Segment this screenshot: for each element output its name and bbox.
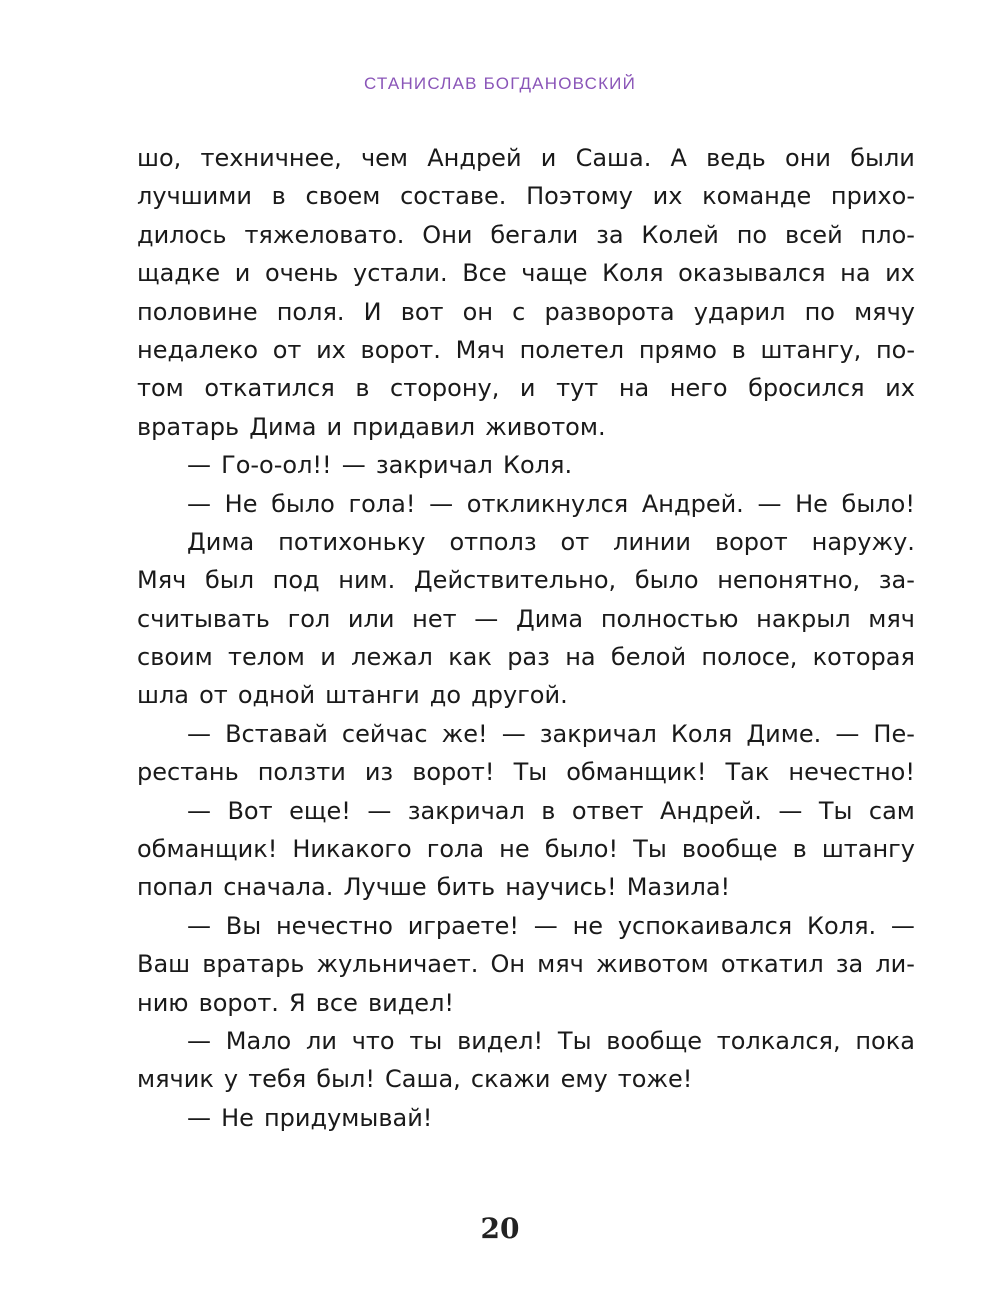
word: научись! xyxy=(505,873,617,902)
word: одной xyxy=(237,681,316,710)
word: Мяч xyxy=(455,335,505,364)
word: нечестно! xyxy=(788,758,915,787)
word: бросился xyxy=(748,374,865,403)
word: всей xyxy=(784,220,843,249)
text-line xyxy=(137,1065,915,1103)
word: наружу. xyxy=(811,527,915,556)
word: него xyxy=(669,374,728,403)
word: ответ xyxy=(571,796,644,825)
running-header-author: СТАНИСЛАВ БОГДАНОВСКИЙ xyxy=(363,74,637,93)
word: Саша, xyxy=(385,1065,461,1094)
word: откликнулся xyxy=(466,489,629,518)
word: мяч xyxy=(868,604,915,633)
word: их xyxy=(652,182,683,211)
word: на xyxy=(618,374,650,403)
word: животом xyxy=(595,950,709,979)
word: видел! xyxy=(367,988,455,1017)
word: под xyxy=(272,566,320,595)
word: он xyxy=(462,297,494,326)
word: Мяч xyxy=(137,566,187,595)
word: из xyxy=(364,758,394,787)
word: штангу, xyxy=(760,335,862,364)
word: Ваш xyxy=(137,950,191,979)
word: команде xyxy=(702,182,812,211)
word: их xyxy=(885,259,915,288)
text-line xyxy=(137,490,915,528)
word: было! xyxy=(544,835,619,864)
word: — xyxy=(187,1026,211,1055)
word: том xyxy=(137,374,184,403)
word: Вот xyxy=(227,796,273,825)
word: гола xyxy=(426,835,485,864)
word: — xyxy=(501,719,526,748)
word: которая xyxy=(812,643,915,672)
word: — xyxy=(474,604,499,633)
word: отполз xyxy=(449,527,537,556)
word: нечестно xyxy=(275,911,393,940)
word: был xyxy=(204,566,255,595)
word: сначала. xyxy=(223,873,334,902)
word: и xyxy=(540,144,557,172)
word: оказывался xyxy=(678,259,826,288)
word: Коля. xyxy=(807,911,877,940)
word: Мало xyxy=(225,1026,292,1055)
word: Все xyxy=(462,259,507,288)
word: попал xyxy=(137,873,214,902)
word: Коля xyxy=(670,719,733,748)
word: обманщик! xyxy=(137,835,278,864)
word: не xyxy=(499,835,530,864)
word: полетел xyxy=(519,335,625,364)
word: — xyxy=(429,489,454,518)
word: устали. xyxy=(352,259,448,288)
word: своем xyxy=(305,182,381,211)
word: лежал xyxy=(351,643,433,672)
word: — xyxy=(187,719,211,748)
word: мячик xyxy=(137,1065,214,1094)
word: по xyxy=(736,220,768,249)
word: другой. xyxy=(471,681,568,710)
word: Андрей. xyxy=(659,796,762,825)
word: ты xyxy=(409,1026,443,1055)
word: ползти xyxy=(257,758,346,787)
word: за- xyxy=(878,566,915,595)
word: — xyxy=(187,911,211,940)
word: шо, xyxy=(137,144,182,172)
word: мяч xyxy=(537,950,584,979)
word: Коля. xyxy=(502,451,573,480)
word: накрыл xyxy=(756,604,851,633)
text-line xyxy=(137,144,915,182)
word: тяжеловато. xyxy=(244,220,405,249)
word: ворот. xyxy=(360,335,441,364)
word: в xyxy=(271,182,286,211)
word: прихо- xyxy=(830,182,915,211)
word: ним. xyxy=(338,566,396,595)
word: Я xyxy=(289,988,306,1017)
word: телом xyxy=(228,643,305,672)
word: Андрей. xyxy=(641,489,744,518)
word: потихоньку xyxy=(278,527,426,556)
word: Ты xyxy=(818,796,853,825)
word: — xyxy=(187,796,211,825)
word: и xyxy=(519,374,536,403)
text-line xyxy=(137,182,915,220)
word: не xyxy=(572,911,604,940)
text-line xyxy=(137,797,915,835)
word: их xyxy=(316,335,346,364)
word: закричал xyxy=(375,451,493,480)
word: — xyxy=(367,796,392,825)
word: и xyxy=(320,643,336,672)
word: составе. xyxy=(400,182,507,211)
word: было xyxy=(634,566,699,595)
word: — xyxy=(341,451,366,480)
word: в xyxy=(355,374,370,403)
word: от xyxy=(560,527,590,556)
word: тут xyxy=(556,374,599,403)
body-text xyxy=(137,144,915,1142)
word: сейчас xyxy=(341,719,428,748)
word: полностью xyxy=(600,604,739,633)
word: бегали xyxy=(490,220,579,249)
word: от xyxy=(272,335,302,364)
word: недалеко xyxy=(137,335,259,364)
word: придавил xyxy=(352,412,476,441)
word: Дима xyxy=(515,604,584,633)
text-line xyxy=(137,221,915,259)
word: Не xyxy=(795,489,828,518)
word: видел! xyxy=(457,1026,544,1055)
word: дилось xyxy=(137,220,227,249)
word: Лучше xyxy=(343,873,427,902)
word: или xyxy=(347,604,395,633)
word: с xyxy=(512,297,526,326)
word: — xyxy=(757,489,782,518)
word: — xyxy=(835,719,860,748)
word: откатился xyxy=(204,374,335,403)
word: — xyxy=(187,1103,211,1132)
word: линии xyxy=(613,527,691,556)
word: ворот! xyxy=(412,758,495,787)
word: Ты xyxy=(633,835,667,864)
word: откатил xyxy=(720,950,824,979)
text-line xyxy=(137,873,915,911)
word: в xyxy=(541,796,556,825)
word: штангу xyxy=(821,835,915,864)
word: тебя xyxy=(248,1065,307,1094)
word: от xyxy=(199,681,228,710)
word: еще! xyxy=(289,796,351,825)
word: ли- xyxy=(875,950,915,979)
word: — xyxy=(890,911,915,940)
word: на xyxy=(840,259,871,288)
word: на xyxy=(565,643,596,672)
word: А xyxy=(670,144,687,172)
text-line xyxy=(137,1027,915,1065)
word: лучшими xyxy=(137,182,252,211)
word: Пе- xyxy=(873,719,915,748)
word: техничнее, xyxy=(200,144,342,172)
text-line xyxy=(137,298,915,336)
word: Диме. xyxy=(746,719,822,748)
word: непонятно, xyxy=(717,566,861,595)
text-line xyxy=(137,989,915,1027)
word: — xyxy=(187,451,211,480)
word: чем xyxy=(360,144,409,172)
word: — xyxy=(778,796,803,825)
word: шла xyxy=(137,681,190,710)
word: ему xyxy=(560,1065,608,1094)
word: штанги xyxy=(325,681,420,710)
word: вообще xyxy=(606,1026,702,1055)
word: был! xyxy=(316,1065,375,1094)
word: гола! xyxy=(348,489,416,518)
word: они xyxy=(785,144,831,172)
word: за xyxy=(596,220,624,249)
text-line xyxy=(137,336,915,374)
word: нет xyxy=(412,604,457,633)
word: сам xyxy=(868,796,915,825)
word: пока xyxy=(855,1026,915,1055)
word: половине xyxy=(137,297,258,326)
word: до xyxy=(429,681,462,710)
text-line xyxy=(137,720,915,758)
word: обманщик! xyxy=(566,758,707,787)
word: поля. xyxy=(276,297,345,326)
word: Не xyxy=(221,1103,254,1132)
text-line xyxy=(137,912,915,950)
text-line xyxy=(137,605,915,643)
word: что xyxy=(351,1026,395,1055)
word: закричал xyxy=(407,796,525,825)
word: щадке xyxy=(137,259,221,288)
word: разворота xyxy=(544,297,675,326)
text-line xyxy=(137,413,915,451)
word: толкался, xyxy=(716,1026,841,1055)
word: ударил xyxy=(693,297,786,326)
word: нию xyxy=(137,988,189,1017)
word: за xyxy=(835,950,864,979)
word: было! xyxy=(841,489,915,518)
word: вообще xyxy=(681,835,778,864)
word: Никакого xyxy=(292,835,412,864)
text-line xyxy=(137,528,915,566)
word: Го-о-ол!! xyxy=(221,451,332,480)
word: жульничает. xyxy=(316,950,479,979)
word: полосе, xyxy=(701,643,798,672)
word: были xyxy=(850,144,915,172)
text-line xyxy=(137,681,915,719)
word: Поэтому xyxy=(526,182,633,211)
word: успокаивался xyxy=(617,911,793,940)
word: животом. xyxy=(485,412,606,441)
word: ведь xyxy=(706,144,766,172)
word: и xyxy=(326,412,343,441)
word: вот xyxy=(400,297,444,326)
word: по- xyxy=(875,335,915,364)
word: очень xyxy=(264,259,339,288)
word: прямо xyxy=(638,335,717,364)
word: Ты xyxy=(513,758,548,787)
word: бить xyxy=(436,873,496,902)
word: Саша. xyxy=(575,144,652,172)
word: в xyxy=(731,335,746,364)
word: придумывай! xyxy=(263,1103,433,1132)
word: все xyxy=(315,988,358,1017)
word: белой xyxy=(610,643,687,672)
word: тоже! xyxy=(617,1065,693,1094)
word: — xyxy=(533,911,558,940)
word: по xyxy=(804,297,835,326)
text-line xyxy=(137,374,915,412)
word: считывать xyxy=(137,604,270,633)
word: Так xyxy=(725,758,770,787)
word: и xyxy=(234,259,251,288)
word: играете! xyxy=(407,911,519,940)
text-line xyxy=(137,566,915,604)
word: Действительно, xyxy=(413,566,617,595)
word: Не xyxy=(224,489,258,518)
word: ли xyxy=(306,1026,337,1055)
text-line xyxy=(137,259,915,297)
word: сторону, xyxy=(390,374,500,403)
word: гол xyxy=(287,604,331,633)
word: чаще xyxy=(521,259,588,288)
word: Они xyxy=(422,220,473,249)
page-number: 20 xyxy=(480,1212,520,1245)
word: вратарь xyxy=(202,950,305,979)
text-line xyxy=(137,451,915,489)
word: ворот xyxy=(714,527,788,556)
text-line xyxy=(137,835,915,873)
word: было xyxy=(271,489,335,518)
word: в xyxy=(792,835,807,864)
word: — xyxy=(187,489,211,518)
word: рестань xyxy=(137,758,239,787)
word: своим xyxy=(137,643,213,672)
word: Мазила! xyxy=(626,873,731,902)
text-line xyxy=(137,1104,915,1142)
word: ворот. xyxy=(198,988,279,1017)
word: Андрей xyxy=(427,144,522,172)
word: пло- xyxy=(860,220,915,249)
text-line xyxy=(137,950,915,988)
word: Коля xyxy=(602,259,664,288)
word: раз xyxy=(507,643,550,672)
word: Он xyxy=(490,950,526,979)
word: закричал xyxy=(539,719,657,748)
word: у xyxy=(223,1065,239,1094)
text-line xyxy=(137,758,915,796)
word: Дима xyxy=(249,412,317,441)
word: как xyxy=(448,643,492,672)
text-line xyxy=(137,643,915,681)
word: И xyxy=(363,297,382,326)
word: их xyxy=(885,374,915,403)
word: мячу xyxy=(854,297,915,326)
word: Вы xyxy=(225,911,262,940)
word: Ты xyxy=(557,1026,592,1055)
word: же! xyxy=(441,719,488,748)
word: Вставай xyxy=(225,719,328,748)
word: скажи xyxy=(470,1065,551,1094)
word: Колей xyxy=(641,220,719,249)
word: вратарь xyxy=(137,412,240,441)
word: Дима xyxy=(187,527,255,556)
